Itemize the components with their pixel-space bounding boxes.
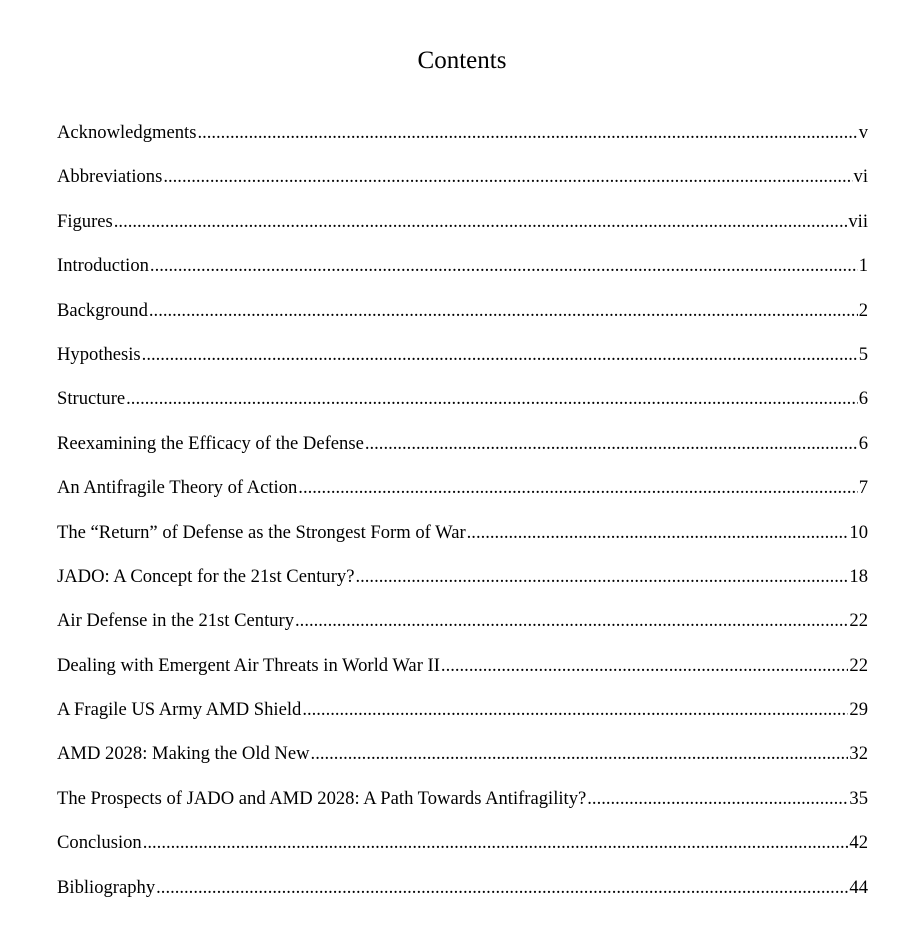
toc-entry-label: The Prospects of JADO and AMD 2028: A Path Towards Antifragility? [57,787,587,809]
toc-dot-leader [156,875,848,901]
toc-entry-label: An Antifragile Theory of Action [57,477,298,499]
toc-dot-leader [587,786,848,812]
toc-dot-leader [114,209,848,235]
toc-dot-leader [143,830,849,856]
toc-entry-label: Background [57,299,148,321]
toc-dot-leader [365,431,858,457]
toc-entry[interactable] [57,164,868,208]
toc-entry[interactable] [57,120,868,164]
toc-page-number: 44 [849,876,868,898]
toc-entry[interactable] [57,741,868,785]
toc-page-number: 7 [858,477,868,499]
toc-entry[interactable] [57,475,868,519]
toc-entry[interactable] [57,786,868,830]
toc-entry[interactable] [57,608,868,652]
toc-dot-leader [149,298,858,324]
toc-page-number: 42 [849,832,868,854]
page-title: Contents [417,47,507,74]
toc-entry[interactable] [57,386,868,430]
toc-page-number: vii [848,210,868,232]
toc-entry-label: Introduction [57,255,149,277]
toc-page-number: vi [853,166,868,188]
toc-entry[interactable] [57,564,868,608]
toc-dot-leader [302,697,848,723]
toc-page-number: 22 [849,610,868,632]
toc-entry[interactable] [57,253,868,297]
toc-page-number: 5 [858,343,868,365]
toc-page-number: v [858,122,868,143]
toc-entry-label: Air Defense in the 21st Century [57,610,295,632]
toc-page-number: 10 [849,521,868,543]
toc-entry[interactable] [57,653,868,697]
toc-entry-label: Dealing with Emergent Air Threats in World War II [57,654,440,676]
toc-page-number: 35 [849,787,868,809]
toc-dot-leader [298,475,857,501]
toc-entry-label: Structure [57,388,126,410]
table-of-contents [57,120,868,919]
toc-entry-label: Hypothesis [57,343,141,365]
toc-entry-label: Bibliography [57,876,156,898]
toc-dot-leader [467,520,849,546]
toc-entry-label: The “Return” of Defense as the Strongest Form of War [57,521,466,543]
toc-page-number: 22 [849,654,868,676]
toc-dot-leader [150,253,858,279]
toc-entry-label: Abbreviations [57,166,163,188]
toc-dot-leader [163,164,852,190]
toc-entry[interactable] [57,520,868,564]
toc-entry-label: Figures [57,210,113,232]
toc-entry[interactable] [57,209,868,253]
toc-dot-leader [311,741,849,767]
toc-entry[interactable] [57,875,868,919]
toc-page-number: 6 [858,388,868,410]
toc-page-number: 32 [849,743,868,765]
toc-entry[interactable] [57,830,868,874]
toc-page-number: 6 [858,432,868,454]
toc-entry-label: Conclusion [57,832,142,854]
toc-dot-leader [126,386,858,412]
toc-page-number: 18 [849,565,868,587]
toc-dot-leader [142,342,858,368]
toc-dot-leader [441,653,848,679]
toc-entry-label: Reexamining the Efficacy of the Defense [57,432,364,454]
toc-dot-leader [355,564,848,590]
toc-entry[interactable] [57,342,868,386]
toc-page-number: 2 [858,299,868,321]
toc-page-number: 1 [858,255,868,277]
toc-dot-leader [295,608,848,634]
toc-entry[interactable] [57,431,868,475]
toc-page-number: 29 [849,699,868,721]
toc-entry[interactable] [57,697,868,741]
toc-dot-leader [197,120,857,146]
toc-entry-label: A Fragile US Army AMD Shield [57,699,302,721]
toc-entry[interactable] [57,298,868,342]
toc-entry-label: AMD 2028: Making the Old New [57,743,310,765]
toc-entry-label: JADO: A Concept for the 21st Century? [57,565,355,587]
toc-entry-label: Acknowledgments [57,122,197,143]
